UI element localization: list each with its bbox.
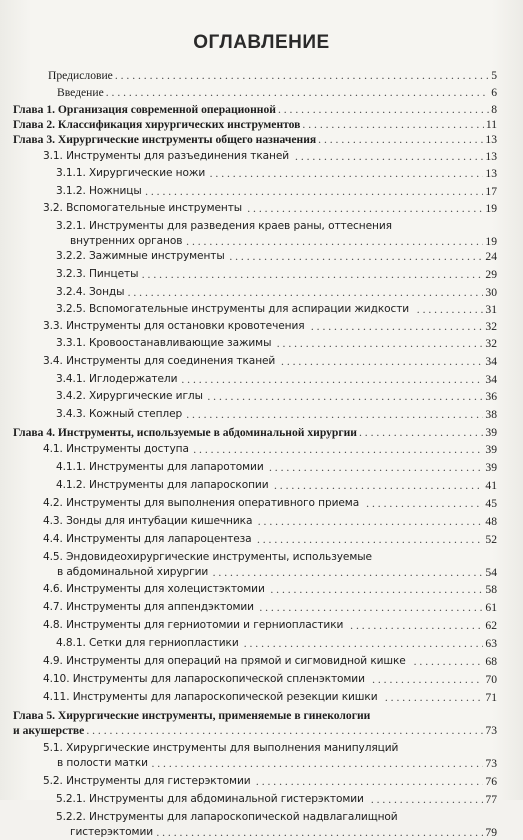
toc-page-number: 63: [485, 637, 497, 650]
toc-page-number: 79: [485, 826, 497, 839]
toc-entry-title-continued: в полости матки: [57, 757, 148, 769]
toc-dot-leader: [366, 496, 483, 511]
toc-entry-title: Глава 4. Инструменты, используемые в абдоминальной хирургии: [13, 426, 357, 439]
toc-dot-leader: [193, 442, 483, 457]
toc-dot-leader: [142, 267, 484, 282]
toc-entry-title: 4.1.1. Инструменты для лапаротомии: [56, 461, 264, 473]
toc-dot-leader: [156, 825, 483, 840]
toc-entry[interactable]: [0, 389, 523, 404]
toc-entry-title: Глава 3. Хирургические инструменты общего назначения: [13, 133, 317, 146]
toc-page-number: 13: [485, 167, 497, 180]
toc-page-number: 58: [485, 583, 497, 596]
toc-entry[interactable]: [0, 672, 523, 687]
toc-entry-title: 5.2.1. Инструменты для абдоминальной гистерэктомии: [56, 793, 364, 805]
toc-dot-leader: [145, 184, 483, 199]
toc-dot-leader: [414, 654, 484, 669]
toc-page-number: 13: [485, 133, 497, 146]
toc-entry-title: 3.4.1. Иглодержатели: [56, 373, 178, 385]
toc-dot-leader: [318, 132, 483, 147]
toc-page-number: 45: [485, 497, 497, 510]
toc-page-number: 54: [485, 566, 497, 579]
toc-page-number: 34: [485, 355, 497, 368]
toc-page-number: 11: [485, 118, 497, 131]
toc-dot-leader: [257, 532, 483, 547]
toc-entry[interactable]: [0, 478, 523, 493]
toc-page-number: 62: [485, 619, 497, 632]
toc-page-number: 61: [485, 601, 497, 614]
toc-entry-title-continued: в абдоминальной хирургии: [57, 566, 209, 578]
toc-entry-title: 3.2.4. Зонды: [56, 286, 125, 298]
toc-entry-title: 4.2. Инструменты для выполнения оперативного приема: [43, 497, 360, 509]
toc-entry-title: 3.2.2. Зажимные инструменты: [56, 250, 225, 262]
toc-entry[interactable]: [0, 442, 523, 457]
toc-entry[interactable]: [0, 582, 523, 597]
toc-page-number: 36: [485, 390, 497, 403]
toc-dot-leader: [247, 201, 483, 216]
toc-chapter-entry[interactable]: [0, 102, 523, 117]
toc-page-number: 48: [485, 515, 497, 528]
toc-entry-title: 4.3. Зонды для интубации кишечника: [43, 515, 253, 527]
toc-dot-leader: [281, 354, 483, 369]
toc-entry[interactable]: [0, 514, 523, 529]
toc-page-number: 32: [485, 337, 497, 350]
toc-entry[interactable]: [0, 166, 523, 181]
toc-entry-title: 4.7. Инструменты для аппендэктомии: [43, 601, 254, 613]
toc-entry-title: 3.1. Инструменты для разъединения тканей: [43, 150, 290, 162]
toc-entry[interactable]: [0, 532, 523, 547]
toc-chapter-entry[interactable]: [0, 132, 523, 147]
toc-page-number: 34: [485, 373, 497, 386]
toc-entry[interactable]: [0, 600, 523, 615]
toc-entry[interactable]: [0, 201, 523, 216]
toc-dot-leader: [210, 166, 484, 181]
toc-entry-title: 3.3. Инструменты для остановки кровотечения: [43, 320, 305, 332]
toc-entry[interactable]: [0, 690, 523, 705]
toc-page-number: 5: [491, 69, 497, 82]
toc-entry-title: 3.4.3. Кожный степлер: [56, 408, 183, 420]
toc-entry-title: 4.5. Эндовидеохирургические инструменты, используемые: [43, 551, 372, 563]
toc-dot-leader: [385, 690, 484, 705]
toc-entry[interactable]: [0, 618, 523, 633]
toc-dot-leader: [270, 582, 483, 597]
toc-page-number: 38: [485, 408, 497, 421]
toc-entry-title-continued: внутренних органов: [70, 235, 183, 247]
toc-entry-title: 5.2. Инструменты для гистерэктомии: [43, 775, 251, 787]
toc-page-number: 68: [485, 655, 497, 668]
toc-entry[interactable]: [0, 319, 523, 334]
toc-dot-leader: [417, 302, 484, 317]
toc-dot-leader: [244, 636, 484, 651]
toc-page-number: 39: [485, 426, 497, 439]
toc-page-number: 71: [485, 691, 497, 704]
toc-entry[interactable]: [0, 285, 523, 300]
toc-dot-leader: [115, 68, 489, 83]
toc-page-number: 73: [485, 724, 497, 737]
toc-page-number: 19: [485, 202, 497, 215]
toc-entry[interactable]: [0, 354, 523, 369]
toc-entry-title: 5.1. Хирургические инструменты для выполнения манипуляций: [43, 742, 399, 754]
toc-dot-leader: [186, 407, 483, 422]
toc-entry-title: 3.4.2. Хирургические иглы: [56, 390, 203, 402]
toc-entry-title: 4.8. Инструменты для герниотомии и герниопластики: [43, 619, 344, 631]
toc-entry[interactable]: [0, 810, 523, 840]
toc-entry-title: 3.4. Инструменты для соединения тканей: [43, 355, 276, 367]
toc-entry[interactable]: [0, 267, 523, 282]
toc-page-number: 30: [485, 286, 497, 299]
toc-entry-title: Введение: [57, 86, 104, 99]
toc-entry[interactable]: [0, 460, 523, 475]
toc-dot-leader: [311, 319, 484, 334]
toc-page-number: 6: [491, 86, 497, 99]
toc-entry-title: 4.8.1. Сетки для герниопластики: [56, 637, 239, 649]
toc-dot-leader: [151, 756, 483, 771]
toc-entry-title: Предисловие: [48, 69, 113, 82]
page-title: ОГЛАВЛЕНИЕ: [193, 32, 330, 53]
toc-entry-title: 3.1.1. Хирургические ножи: [56, 167, 206, 179]
toc-entry[interactable]: [0, 550, 523, 580]
toc-entry-title-continued: гистерэктомии: [70, 826, 154, 838]
toc-dot-leader: [86, 723, 483, 738]
toc-dot-leader: [372, 672, 483, 687]
toc-entry[interactable]: [0, 219, 523, 249]
toc-page-number: 13: [485, 150, 497, 163]
toc-entry-title: 3.3.1. Кровоостанавливающие зажимы: [56, 337, 272, 349]
toc-page-number: 29: [485, 268, 497, 281]
toc-entry[interactable]: [0, 85, 523, 100]
toc-entry-title: 4.11. Инструменты для лапароскопической резекции кишки: [43, 691, 378, 703]
toc-dot-leader: [213, 565, 484, 580]
toc-chapter-entry[interactable]: [0, 425, 523, 440]
toc-page-number: 52: [485, 533, 497, 546]
toc-dot-leader: [359, 425, 483, 440]
toc-dot-leader: [207, 389, 483, 404]
toc-entry-title: 5.2.2. Инструменты для лапароскопической надвлагалищной: [56, 811, 398, 823]
toc-dot-leader: [269, 460, 483, 475]
toc-entry[interactable]: [0, 249, 523, 264]
toc-entry[interactable]: [0, 68, 523, 83]
toc-entry-title: 4.10. Инструменты для лапароскопической спленэктомии: [43, 673, 365, 685]
toc-dot-leader: [229, 249, 483, 264]
toc-entry[interactable]: [0, 184, 523, 199]
toc-entry[interactable]: [0, 372, 523, 387]
toc-dot-leader: [302, 117, 483, 132]
toc-dot-leader: [128, 285, 484, 300]
toc-page-number: 32: [485, 320, 497, 333]
toc-chapter-entry[interactable]: [0, 708, 523, 738]
toc-dot-leader: [259, 600, 483, 615]
toc-dot-leader: [256, 774, 483, 789]
toc-dot-leader: [258, 514, 484, 529]
toc-page-number: 70: [485, 673, 497, 686]
toc-page-number: 8: [491, 103, 497, 116]
toc-entry[interactable]: [0, 302, 523, 317]
toc-entry-title: 4.6. Инструменты для холецистэктомии: [43, 583, 265, 595]
toc-dot-leader: [350, 618, 483, 633]
toc-page-number: 73: [485, 757, 497, 770]
toc-chapter-entry[interactable]: [0, 117, 523, 132]
toc-dot-leader: [181, 372, 483, 387]
toc-dot-leader: [274, 478, 483, 493]
toc-page-number: 77: [485, 793, 497, 806]
toc-entry[interactable]: [0, 407, 523, 422]
toc-dot-leader: [277, 336, 484, 351]
toc-entry-title: Глава 5. Хирургические инструменты, применяемые в гинекологии: [13, 709, 371, 722]
toc-page-number: 19: [485, 235, 497, 248]
toc-page-number: 24: [485, 250, 497, 263]
toc-entry-title-continued: и акушерстве: [13, 724, 85, 737]
toc-entry-title: Глава 1. Организация современной операционной: [13, 103, 276, 116]
toc-entry-title: 4.1.2. Инструменты для лапароскопии: [56, 479, 269, 491]
toc-entry[interactable]: [0, 636, 523, 651]
toc-entry-title: 3.2.5. Вспомогательные инструменты для аспирации жидкости: [56, 303, 410, 315]
toc-entry[interactable]: [0, 774, 523, 789]
toc-dot-leader: [106, 85, 489, 100]
toc-dot-leader: [186, 234, 483, 249]
toc-page-number: 39: [485, 443, 497, 456]
toc-entry-title: 4.1. Инструменты доступа: [43, 443, 189, 455]
toc-entry[interactable]: [0, 741, 523, 771]
toc-dot-leader: [295, 149, 483, 164]
toc-entry[interactable]: [0, 496, 523, 511]
toc-dot-leader: [278, 102, 489, 117]
toc-entry[interactable]: [0, 336, 523, 351]
toc-entry-title: Глава 2. Классификация хирургических инструментов: [13, 118, 301, 131]
toc-entry-title: 4.4. Инструменты для лапароцентеза: [43, 533, 252, 545]
toc-page-number: 41: [485, 479, 497, 492]
toc-page-number: 76: [485, 775, 497, 788]
toc-entry-title: 3.1.2. Ножницы: [56, 185, 142, 197]
toc-page-number: 31: [485, 303, 497, 316]
toc-page-number: 39: [485, 461, 497, 474]
toc-page-number: 17: [485, 185, 497, 198]
toc-entry[interactable]: [0, 654, 523, 669]
toc-entry-title: 3.2.1. Инструменты для разведения краев раны, оттеснения: [56, 220, 392, 232]
toc-entry-title: 4.9. Инструменты для операций на прямой и сигмовидной кишке: [43, 655, 406, 667]
toc-entry[interactable]: [0, 149, 523, 164]
toc-entry-title: 3.2.3. Пинцеты: [56, 268, 139, 280]
toc-entry-title: 3.2. Вспомогательные инструменты: [43, 202, 243, 214]
